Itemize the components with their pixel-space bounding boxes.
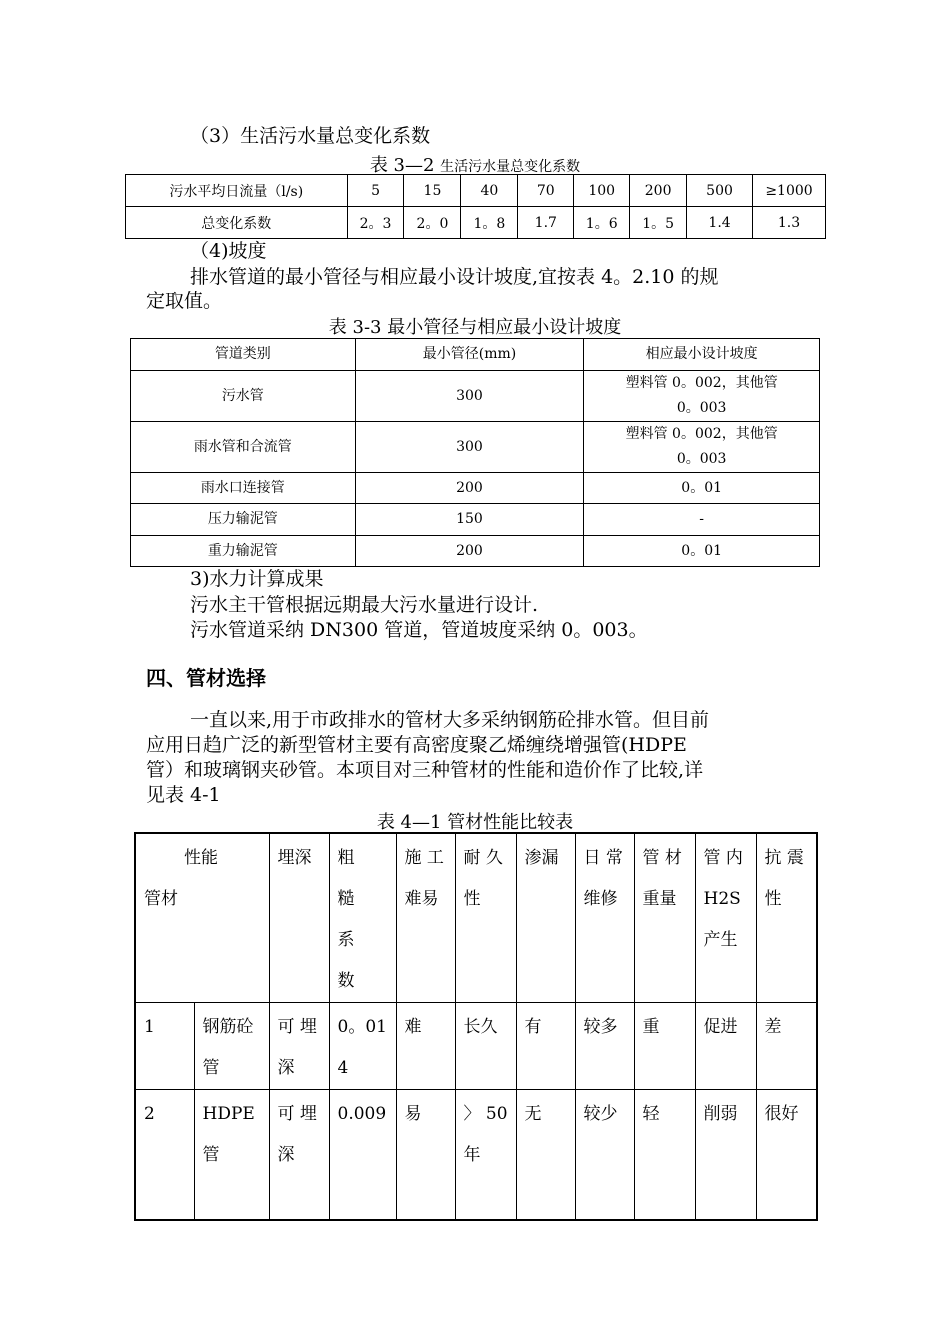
row-number-cell: 1 [135, 1003, 194, 1090]
h2s-cell: 促进 [695, 1003, 756, 1090]
coeff-cell: 1。8 [461, 207, 518, 239]
header-cell: 管道类别 [131, 339, 356, 371]
pipe-type-cell: 雨水管和合流管 [131, 422, 356, 473]
header-line: H2S [703, 889, 741, 909]
slope-cell: 0。01 [584, 473, 820, 504]
roughness-cell [329, 1003, 396, 1090]
header-line: 产生 [703, 930, 738, 950]
diameter-cell: 300 [355, 422, 584, 473]
row-number-cell: 2 [135, 1090, 194, 1220]
header-line: 糙 [337, 889, 355, 909]
pipe-type-cell: 压力输泥管 [131, 504, 356, 536]
table-row [135, 1090, 817, 1220]
diameter-cell: 300 [355, 371, 584, 422]
depth-cell [269, 1003, 329, 1090]
intro-line: 见表 4-1 [146, 784, 221, 806]
header-line: 系 [337, 930, 355, 950]
slope-line: 塑料管 0。002，其他管 [625, 375, 778, 391]
flow-cell: ≥1000 [753, 175, 826, 207]
cell-line: 可 埋 [277, 1104, 317, 1124]
table-row [131, 473, 820, 504]
header-line: 渗漏 [524, 848, 559, 868]
leakage-cell: 有 [516, 1003, 575, 1090]
corner-header-cell [135, 833, 269, 1003]
roughness-cell [329, 1090, 396, 1220]
corner-bottom-label: 管材 [144, 889, 178, 909]
coeff-cell: 2。3 [347, 207, 404, 239]
coeff-cell: 1。6 [574, 207, 630, 239]
cell-line: 0。01 [337, 1017, 387, 1037]
row-label: 污水平均日流量（l/s) [126, 175, 348, 207]
header-line: 日 常 [583, 848, 623, 868]
seismic-cell: 很好 [756, 1090, 817, 1220]
coeff-cell: 1.7 [518, 207, 574, 239]
header-line: 抗 震 [764, 848, 804, 868]
header-line: 重量 [642, 889, 677, 909]
diameter-cell: 200 [355, 536, 584, 567]
header-cell [575, 833, 634, 1003]
slope-cell [584, 371, 820, 422]
cell-line: 管 [202, 1058, 220, 1078]
construction-cell: 难 [396, 1003, 455, 1090]
table-row [131, 371, 820, 422]
header-line: 难易 [404, 889, 439, 909]
flow-cell: 40 [461, 175, 518, 207]
flow-cell: 70 [518, 175, 574, 207]
pipe-type-cell: 污水管 [131, 371, 356, 422]
header-line: 维修 [583, 889, 618, 909]
flow-cell: 200 [630, 175, 687, 207]
cell-line: 长久 [463, 1017, 498, 1037]
cell-line: 4 [337, 1058, 349, 1078]
pipe-type-cell: 重力输泥管 [131, 536, 356, 567]
row-label: 总变化系数 [126, 207, 348, 239]
flow-cell: 15 [404, 175, 461, 207]
depth-cell [269, 1090, 329, 1220]
cell-line: 〉 50 [463, 1104, 508, 1124]
header-line: 耐 久 [463, 848, 503, 868]
table-header-row [135, 833, 817, 1003]
material-cell [194, 1090, 269, 1220]
chapter-4-title: 四、管材选择 [146, 666, 266, 690]
hydraulic-title: 3)水力计算成果 [190, 568, 324, 590]
header-cell [695, 833, 756, 1003]
header-cell [756, 833, 817, 1003]
hydraulic-line: 污水主干管根据远期最大污水量进行设计. [190, 594, 539, 616]
maintenance-cell: 较少 [575, 1090, 634, 1220]
header-cell [329, 833, 396, 1003]
header-line: 埋深 [277, 848, 312, 868]
table-row [131, 504, 820, 536]
h2s-cell: 削弱 [695, 1090, 756, 1220]
weight-cell: 重 [634, 1003, 695, 1090]
table-3-3 [130, 338, 820, 567]
slope-line: 0。003 [676, 400, 727, 416]
coeff-cell: 1.3 [753, 207, 826, 239]
slope-paragraph-line: 定取值。 [146, 290, 223, 312]
header-line: 性 [764, 889, 782, 909]
table-4-1 [134, 832, 818, 1221]
caption-prefix: 表 3—2 [369, 155, 441, 176]
header-cell [269, 833, 329, 1003]
hydraulic-line: 污水管道采纳 DN300 管道，管道坡度采纳 0。003。 [190, 619, 648, 641]
cell-line: 管 [202, 1145, 220, 1165]
table-3-3-caption: 表 3-3 最小管径与相应最小设计坡度 [328, 317, 622, 338]
slope-cell: 0。01 [584, 536, 820, 567]
header-cell [516, 833, 575, 1003]
durability-cell [455, 1003, 516, 1090]
header-line: 粗 [337, 848, 355, 868]
slope-cell: - [584, 504, 820, 536]
table-row [131, 536, 820, 567]
slope-paragraph-line: 排水管道的最小管径与相应最小设计坡度,宜按表 4。2.10 的规 [190, 266, 719, 288]
header-line: 管 材 [642, 848, 682, 868]
table-row [126, 207, 826, 239]
table-3-2 [125, 174, 826, 239]
section-4-title: （4)坡度 [190, 240, 267, 262]
table-row [126, 175, 826, 207]
construction-cell: 易 [396, 1090, 455, 1220]
coeff-cell: 1。5 [630, 207, 687, 239]
durability-cell [455, 1090, 516, 1220]
cell-line: 可 埋 [277, 1017, 317, 1037]
slope-cell [584, 422, 820, 473]
maintenance-cell: 较多 [575, 1003, 634, 1090]
seismic-cell: 差 [756, 1003, 817, 1090]
slope-line: 0。003 [676, 451, 727, 467]
leakage-cell: 无 [516, 1090, 575, 1220]
header-cell: 最小管径(mm) [355, 339, 584, 371]
intro-line: 应用日趋广泛的新型管材主要有高密度聚乙烯缠绕增强管(HDPE [146, 734, 687, 756]
cell-line: 深 [277, 1145, 295, 1165]
cell-line: 深 [277, 1058, 295, 1078]
cell-line: HDPE [202, 1104, 255, 1124]
cell-line: 0.009 [337, 1104, 387, 1124]
header-cell: 相应最小设计坡度 [584, 339, 820, 371]
header-line: 性 [463, 889, 481, 909]
header-line: 施 工 [404, 848, 444, 868]
flow-cell: 100 [574, 175, 630, 207]
intro-line: 一直以来,用于市政排水的管材大多采纳钢筋砼排水管。但目前 [190, 709, 710, 731]
intro-line: 管）和玻璃钢夹砂管。本项目对三种管材的性能和造价作了比较,详 [146, 759, 704, 781]
header-line: 管 内 [703, 848, 743, 868]
slope-line: 塑料管 0。002，其他管 [625, 426, 778, 442]
weight-cell: 轻 [634, 1090, 695, 1220]
header-line: 数 [337, 971, 355, 991]
flow-cell: 500 [687, 175, 753, 207]
table-row [135, 1003, 817, 1090]
header-cell [455, 833, 516, 1003]
diameter-cell: 150 [355, 504, 584, 536]
cell-line: 钢筋砼 [202, 1017, 254, 1037]
table-header-row [131, 339, 820, 371]
header-cell [634, 833, 695, 1003]
header-cell [396, 833, 455, 1003]
flow-cell: 5 [347, 175, 404, 207]
cell-line: 年 [463, 1145, 481, 1165]
diameter-cell: 200 [355, 473, 584, 504]
table-row [131, 422, 820, 473]
material-cell [194, 1003, 269, 1090]
pipe-type-cell: 雨水口连接管 [131, 473, 356, 504]
corner-top-label: 性能 [184, 848, 218, 868]
caption-text: 生活污水量总变化系数 [440, 159, 581, 175]
section-3-title: （3）生活污水量总变化系数 [190, 125, 431, 147]
coeff-cell: 2。0 [404, 207, 461, 239]
table-4-1-caption: 表 4—1 管材性能比较表 [376, 812, 574, 833]
coeff-cell: 1.4 [687, 207, 753, 239]
